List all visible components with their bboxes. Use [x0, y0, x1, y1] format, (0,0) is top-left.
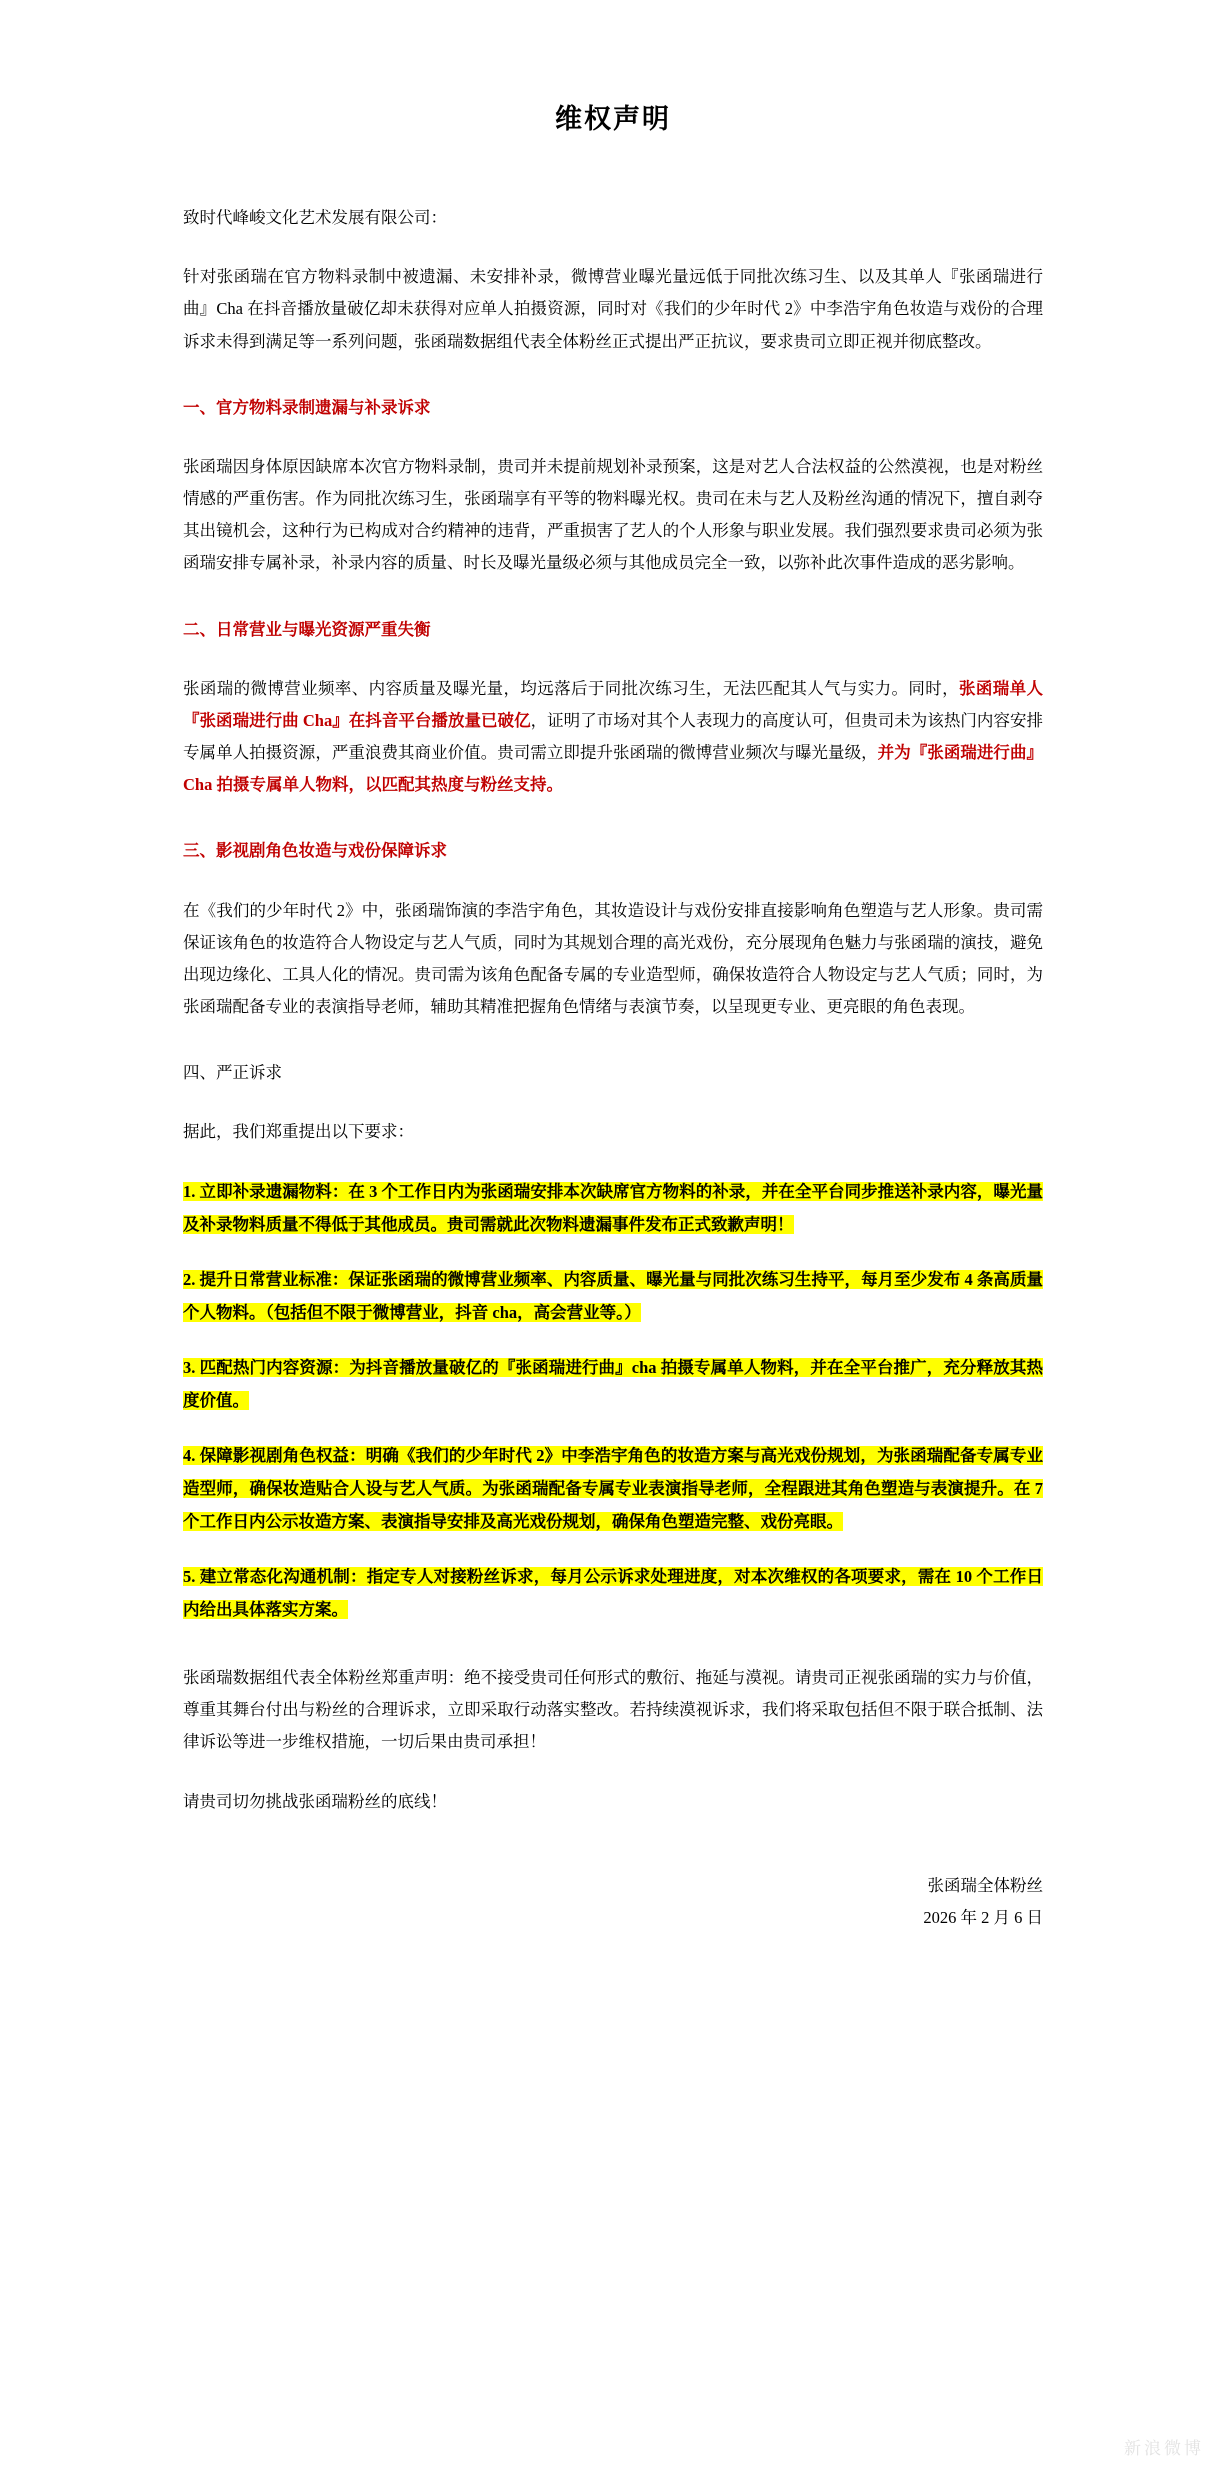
demand-item-5 — [183, 1560, 1043, 1626]
document-body — [183, 0, 1043, 1935]
salutation: 致时代峰峻文化艺术发展有限公司： — [183, 208, 447, 227]
section-1-text: 张函瑞因身体原因缺席本次官方物料录制，贵司并未提前规划补录预案，这是对艺人合法权益的公然漠视，也是对粉丝情感的严重伤害。作为同批次练习生，张函瑞享有平等的物料曝光权。贵司在未与艺人及粉丝沟通的情况下，擅自剥夺其出镜机会，这种行为已构成对合约精神的违背，严重损害了艺人的个人形象与职业发展。我们强烈要求贵司必须为张函瑞安排专属补录，补录内容的质量、时长及曝光量级必须与其他成员完全一致，以弥补此次事件造成的恶劣影响。 — [183, 456, 1043, 573]
section-2-emphasis-a: 张函瑞单人『张函瑞进行曲 Cha』在抖音平台播放量已破亿 — [183, 678, 1044, 730]
section-3-text: 在《我们的少年时代 2》中，张函瑞饰演的李浩宇角色，其妆造设计与戏份安排直接影响角色塑造与艺人形象。贵司需保证该角色的妆造符合人物设定与艺人气质，同时为其规划合理的高光戏份，充分展现角色魅力与张函瑞的演技，避免出现边缘化、工具人化的情况。贵司需为该角色配备专属的专业造型师，确保妆造符合人物设定与艺人气质；同时，为张函瑞配备专业的表演指导老师，辅助其精准把握角色情绪与表演节奏，以呈现更专业、更亮眼的角色表现。 — [183, 900, 1043, 1017]
section-2-emphasis-b: 并为『张函瑞进行曲』Cha 拍摄专属单人物料，以匹配其热度与粉丝支持。 — [183, 743, 1044, 795]
signature-block — [183, 1870, 1043, 1934]
section-paragraph-2 — [183, 673, 1043, 802]
section-paragraph-3 — [183, 895, 1043, 1024]
closing-paragraph-1: 张函瑞数据组代表全体粉丝郑重声明：绝不接受贵司任何形式的敷衍、拖延与漠视。请贵司正视张函瑞的实力与价值，尊重其舞台付出与粉丝的合理诉求，立即采取行动落实整改。若持续漠视诉求，我们将采取包括但不限于联合抵制、法律诉讼等进一步维权措施，一切后果由贵司承担！ — [183, 1667, 1043, 1751]
closing-paragraph-2: 请贵司切勿挑战张函瑞粉丝的底线！ — [183, 1792, 447, 1812]
demand-item-2 — [183, 1263, 1043, 1329]
signature-name: 张函瑞全体粉丝 — [927, 1876, 1043, 1896]
demand-item-1 — [183, 1175, 1043, 1241]
demand-3-text: 3. 匹配热门内容资源：为抖音播放量破亿的『张函瑞进行曲』cha 拍摄专属单人物料，并在全平台推广，充分释放其热度价值。 — [183, 1357, 1043, 1410]
page-title: 维权声明 — [555, 104, 671, 134]
demand-5-text: 5. 建立常态化沟通机制：指定专人对接粉丝诉求，每月公示诉求处理进度，对本次维权的各项要求，需在 10 个工作日内给出具体落实方案。 — [183, 1566, 1043, 1619]
demand-item-3 — [183, 1351, 1043, 1417]
demand-item-4 — [183, 1439, 1043, 1538]
section-2-text-a: 张函瑞的微博营业频率、内容质量及曝光量，均远落后于同批次练习生，无法匹配其人气与实力。同时， — [183, 678, 960, 698]
watermark: 新浪微博 — [1124, 2439, 1204, 2458]
demands-list — [183, 1175, 1043, 1626]
section-paragraph-4 — [183, 1116, 1043, 1148]
section-4-text: 据此，我们郑重提出以下要求： — [183, 1122, 414, 1142]
section-2-text-b: ，证明了市场对其个人表现力的高度认可，但贵司未为该热门内容安排专属单人拍摄资源，严重浪费其商业价值。贵司需立即提升张函瑞的微博营业频次与曝光量级， — [183, 710, 1044, 763]
demand-4-text: 4. 保障影视剧角色权益：明确《我们的少年时代 2》中李浩宇角色的妆造方案与高光戏份规划，为张函瑞配备专属专业造型师，确保妆造贴合人设与艺人气质。为张函瑞配备专属专业表演指导老师，全程跟进其角色塑造与表演提升。在 7 个工作日内公示妆造方案、表演指导安排及高光戏份规划，确保角色塑造完整、戏份亮眼。 — [183, 1445, 1043, 1531]
intro-paragraph: 针对张函瑞在官方物料录制中被遗漏、未安排补录，微博营业曝光量远低于同批次练习生、以及其单人『张函瑞进行曲』Cha 在抖音播放量破亿却未获得对应单人拍摄资源，同时对《我们的少年时代 2》中李浩宇角色妆造与戏份的合理诉求未得到满足等一系列问题，张函瑞数据组代表全体粉丝正式提出严正抗议，要求贵司立即正视并彻底整改。 — [183, 267, 1043, 351]
section-heading-4: 四、严正诉求 — [183, 1063, 282, 1083]
section-heading-3: 三、影视剧角色妆造与戏份保障诉求 — [183, 841, 447, 861]
demand-1-text: 1. 立即补录遗漏物料：在 3 个工作日内为张函瑞安排本次缺席官方物料的补录，并在全平台同步推送补录内容，曝光量及补录物料质量不得低于其他成员。贵司需就此次物料遗漏事件发布正式致歉声明！ — [183, 1181, 1043, 1234]
section-heading-2: 二、日常营业与曝光资源严重失衡 — [183, 619, 431, 639]
section-paragraph-1 — [183, 451, 1043, 580]
demand-2-text: 2. 提升日常营业标准：保证张函瑞的微博营业频率、内容质量、曝光量与同批次练习生持平，每月至少发布 4 条高质量个人物料。（包括但不限于微博营业，抖音 cha，高会营业等。） — [183, 1269, 1043, 1322]
section-heading-1: 一、官方物料录制遗漏与补录诉求 — [183, 397, 431, 417]
signature-date: 2026 年 2 月 6 日 — [923, 1908, 1043, 1928]
